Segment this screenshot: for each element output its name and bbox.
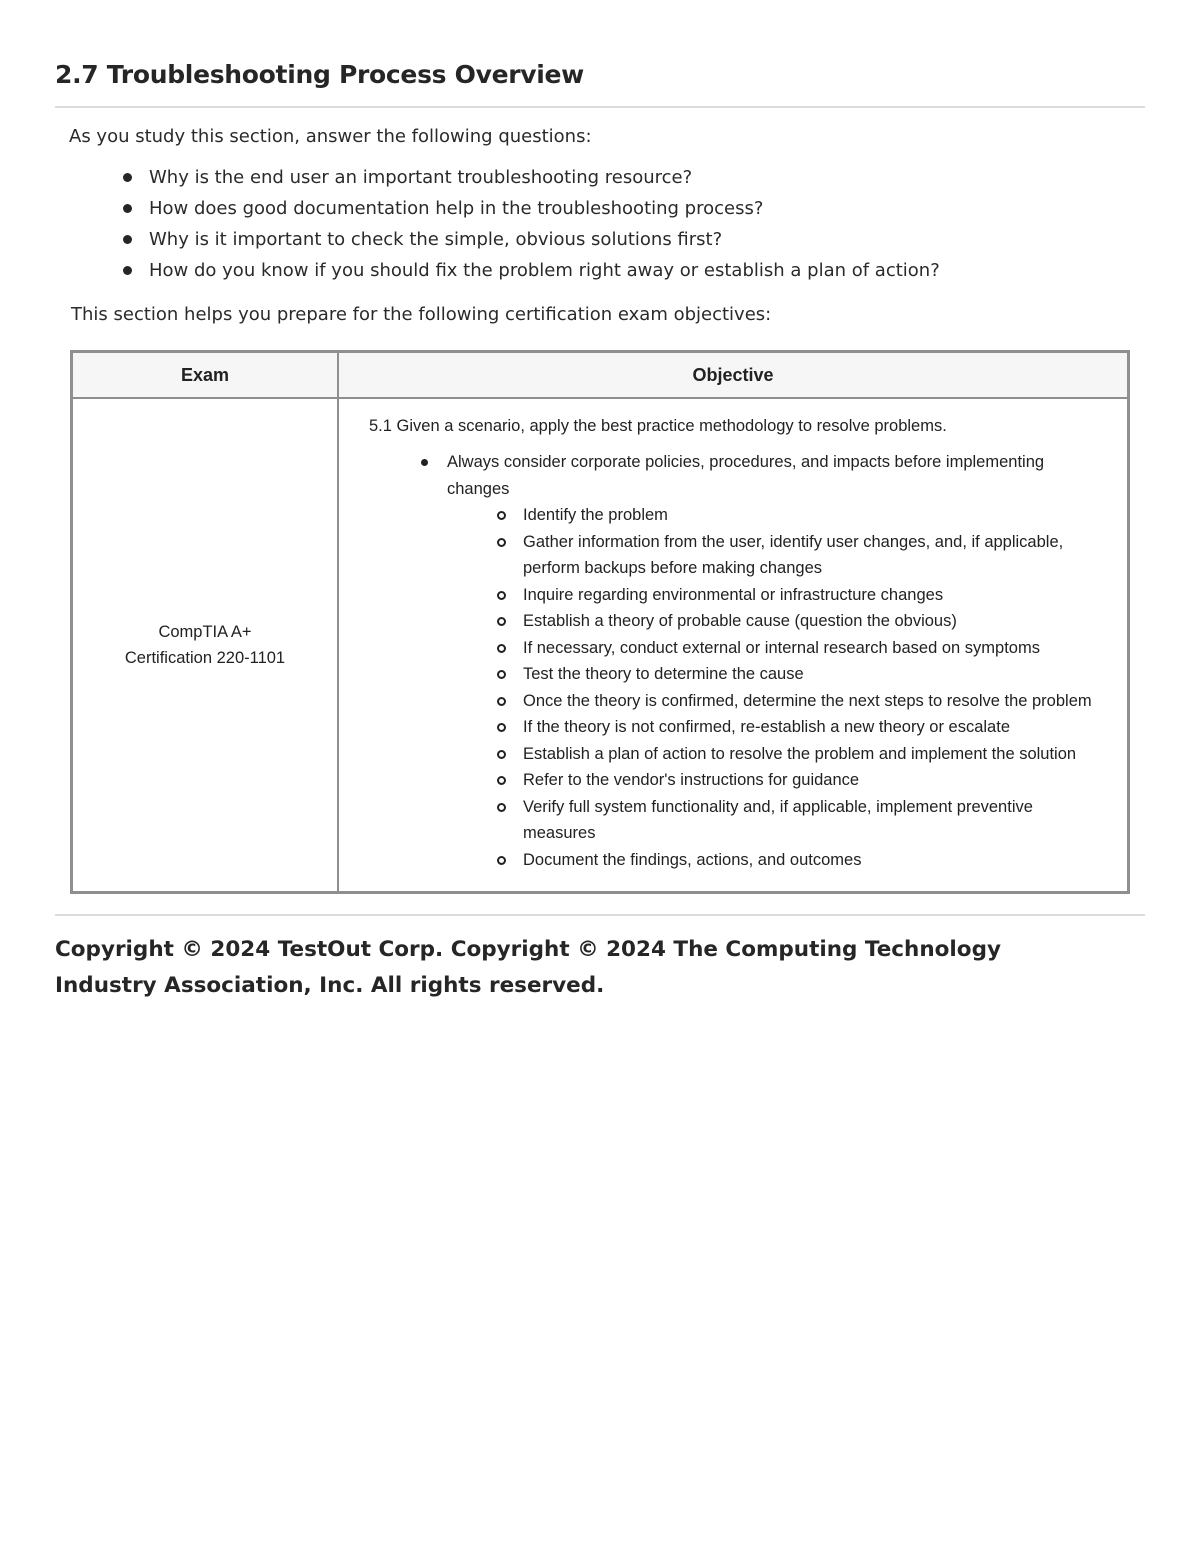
objective-step xyxy=(497,502,1097,529)
step-text: If the theory is not confirmed, re-establish a new theory or escalate xyxy=(523,718,1010,736)
header-objective: Objective xyxy=(338,352,1129,399)
page-title: 2.7 Troubleshooting Process Overview xyxy=(55,0,1145,108)
header-exam: Exam xyxy=(72,352,339,399)
question-item xyxy=(123,193,1145,224)
objective-list xyxy=(369,449,1097,873)
step-text: Establish a plan of action to resolve the problem and implement the solution xyxy=(523,744,1077,763)
objective-step xyxy=(497,741,1097,768)
bullet-icon xyxy=(421,459,428,466)
objective-step xyxy=(497,794,1097,847)
step-text: Refer to the vendor's instructions for guidance xyxy=(523,771,860,789)
ring-bullet-icon xyxy=(497,670,506,679)
objective-step xyxy=(497,661,1097,688)
ring-bullet-icon xyxy=(497,538,506,547)
objective-step xyxy=(497,582,1097,609)
step-text: Establish a theory of probable cause (question the obvious) xyxy=(523,612,957,630)
ring-bullet-icon xyxy=(497,511,506,520)
question-item xyxy=(123,255,1145,286)
step-text: Once the theory is confirmed, determine the next steps to resolve the problem xyxy=(523,691,1092,710)
objective-step xyxy=(497,608,1097,635)
objective-steps-list xyxy=(447,502,1097,873)
step-text: Identify the problem xyxy=(523,506,668,524)
objective-cell xyxy=(338,398,1129,893)
objective-main-item xyxy=(421,449,1097,873)
objective-step xyxy=(497,767,1097,794)
exam-code: Certification 220-1101 xyxy=(124,649,286,667)
question-text: How does good documentation help in the troubleshooting process? xyxy=(149,198,764,219)
ring-bullet-icon xyxy=(497,856,506,865)
question-item xyxy=(123,162,1145,193)
exam-objectives-table xyxy=(70,350,1130,894)
ring-bullet-icon xyxy=(497,591,506,600)
objective-main-text: Always consider corporate policies, procedures, and impacts before implementing changes xyxy=(447,453,1045,498)
ring-bullet-icon xyxy=(497,750,506,759)
step-text: Test the theory to determine the cause xyxy=(523,665,804,683)
objective-step xyxy=(497,847,1097,874)
question-item xyxy=(123,224,1145,255)
bullet-icon xyxy=(123,235,132,244)
ring-bullet-icon xyxy=(497,617,506,626)
step-text: If necessary, conduct external or internal research based on symptoms xyxy=(523,638,1040,657)
exam-name: CompTIA A+ xyxy=(158,623,252,641)
table-header-row xyxy=(72,352,1129,399)
question-text: Why is it important to check the simple, obvious solutions first? xyxy=(149,229,723,250)
table-row xyxy=(72,398,1129,893)
ring-bullet-icon xyxy=(497,644,506,653)
question-text: Why is the end user an important troubleshooting resource? xyxy=(149,167,693,188)
objective-step xyxy=(497,635,1097,662)
step-text: Document the findings, actions, and outcomes xyxy=(523,850,862,869)
ring-bullet-icon xyxy=(497,697,506,706)
objective-heading: 5.1 Given a scenario, apply the best practice methodology to resolve problems. xyxy=(369,417,947,435)
step-text: Inquire regarding environmental or infrastructure changes xyxy=(523,585,944,604)
study-intro: As you study this section, answer the following questions: xyxy=(69,126,592,147)
objective-step xyxy=(497,714,1097,741)
exam-cell xyxy=(72,398,339,893)
step-text: Gather information from the user, identify user changes, and, if applicable, perform backups before making changes xyxy=(523,532,1064,577)
question-text: How do you know if you should fix the problem right away or establish a plan of action? xyxy=(149,260,940,281)
footer-divider xyxy=(55,914,1145,916)
objective-step xyxy=(497,688,1097,715)
copyright-notice: Copyright © 2024 TestOut Corp. Copyright © 2024 The Computing Technology Industry Association, Inc. All rights reserved. xyxy=(55,937,1001,998)
study-questions-list xyxy=(55,162,1145,286)
ring-bullet-icon xyxy=(497,776,506,785)
bullet-icon xyxy=(123,266,132,275)
ring-bullet-icon xyxy=(497,723,506,732)
ring-bullet-icon xyxy=(497,803,506,812)
step-text: Verify full system functionality and, if applicable, implement preventive measures xyxy=(523,797,1033,842)
bullet-icon xyxy=(123,173,132,182)
document-page xyxy=(55,0,1145,1004)
objective-step xyxy=(497,529,1097,582)
bullet-icon xyxy=(123,204,132,213)
objectives-intro: This section helps you prepare for the following certification exam objectives: xyxy=(71,304,772,325)
